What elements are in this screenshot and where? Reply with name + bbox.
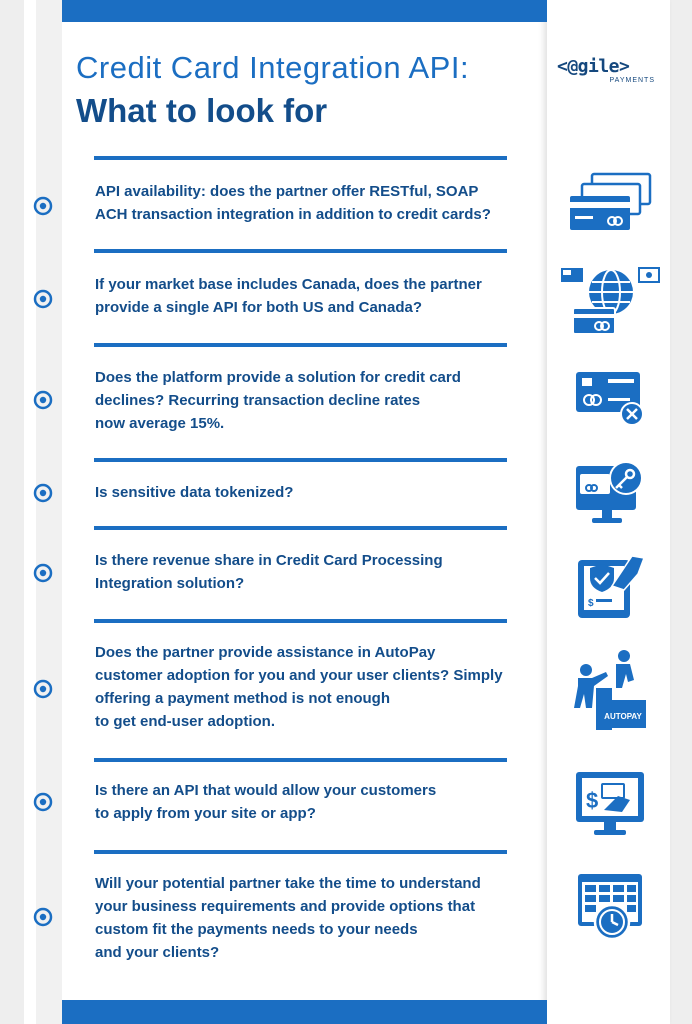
left-gutter bbox=[36, 0, 62, 1024]
target-bullet-icon bbox=[33, 679, 53, 699]
calendar-clock-icon bbox=[576, 872, 644, 942]
agile-payments-logo bbox=[557, 56, 659, 88]
divider bbox=[94, 343, 507, 347]
list-item: Is sensitive data tokenized? bbox=[95, 484, 294, 501]
card-declined-icon bbox=[574, 370, 646, 428]
list-item: Does the platform provide a solution for credit card declines? Recurring transaction decline rates now average 15%. bbox=[95, 369, 461, 432]
list-item: API availability: does the partner offer RESTful, SOAP ACH transaction integration in addition to credit cards? bbox=[95, 183, 491, 223]
list-item: Is there an API that would allow your customers to apply from your site or app? bbox=[95, 782, 437, 822]
divider bbox=[94, 249, 507, 253]
target-bullet-icon bbox=[33, 563, 53, 583]
svg-text:AUTOPAY: AUTOPAY bbox=[604, 712, 642, 721]
monitor-payment-icon bbox=[574, 770, 648, 838]
credit-cards-icon bbox=[568, 172, 652, 234]
list-item: Will your potential partner take the time to understand your business requirements and provide options that custom fit the payments needs to your needs and your clients? bbox=[95, 875, 481, 961]
autopay-icon bbox=[572, 648, 646, 730]
right-margin bbox=[670, 0, 692, 1024]
target-bullet-icon bbox=[33, 483, 53, 503]
divider bbox=[94, 156, 507, 160]
svg-text:$: $ bbox=[586, 788, 599, 813]
tablet-shield-icon bbox=[574, 550, 646, 622]
target-bullet-icon bbox=[33, 196, 53, 216]
page-title: Credit Card Integration API: bbox=[76, 50, 470, 85]
target-bullet-icon bbox=[33, 792, 53, 812]
divider bbox=[94, 526, 507, 530]
list-item: Is there revenue share in Credit Card Processing Integration solution? bbox=[95, 552, 443, 592]
left-margin bbox=[0, 0, 24, 1024]
globe-cards-icon bbox=[559, 264, 661, 336]
divider bbox=[94, 458, 507, 462]
target-bullet-icon bbox=[33, 289, 53, 309]
logo-wordmark: <@gile> bbox=[557, 56, 630, 77]
list-item: Does the partner provide assistance in AutoPay customer adoption for you and your user clients? Simply offering a payment method is not enough to get end-user adoption. bbox=[95, 644, 503, 730]
monitor-key-icon bbox=[572, 458, 648, 526]
target-bullet-icon bbox=[33, 390, 53, 410]
divider bbox=[94, 619, 507, 623]
divider bbox=[94, 850, 507, 854]
list-item: If your market base includes Canada, does the partner provide a single API for both US and Canada? bbox=[95, 276, 482, 316]
top-bar bbox=[62, 0, 547, 22]
divider bbox=[94, 758, 507, 762]
page-subtitle: What to look for bbox=[76, 92, 328, 129]
svg-text:$: $ bbox=[588, 598, 594, 609]
logo-tagline: PAYMENTS bbox=[609, 77, 655, 84]
target-bullet-icon bbox=[33, 907, 53, 927]
bottom-bar bbox=[62, 1000, 547, 1024]
